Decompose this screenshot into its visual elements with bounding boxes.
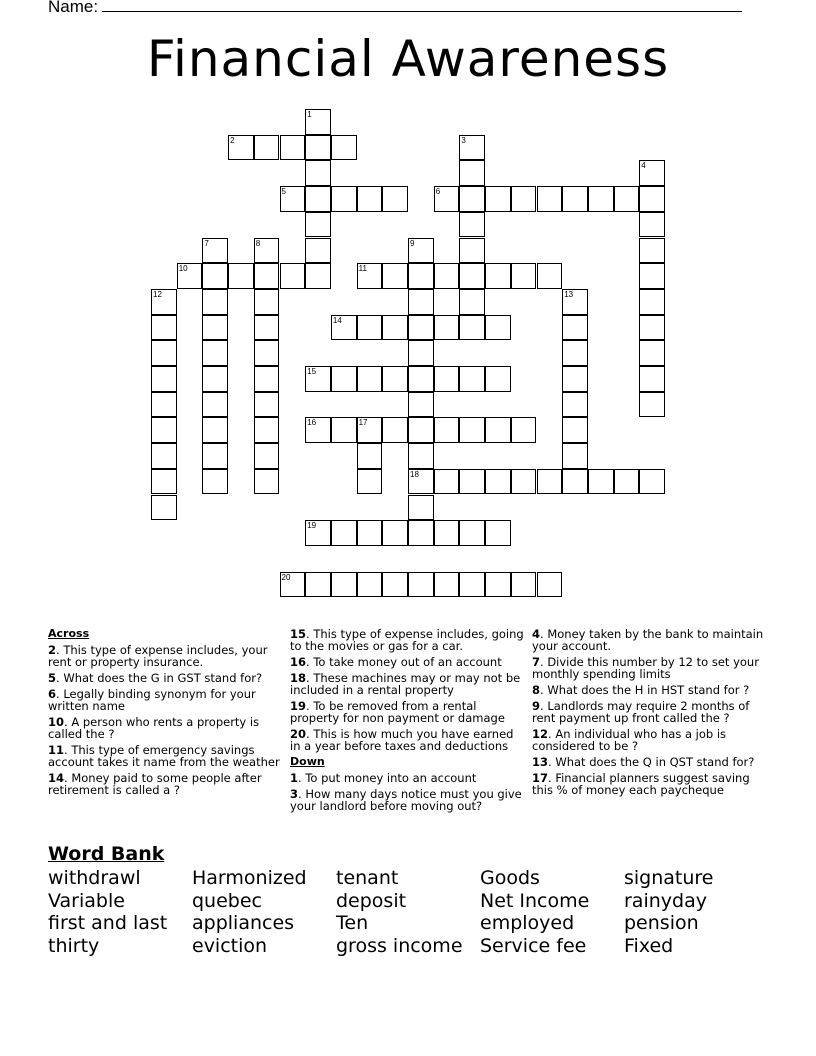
grid-cell[interactable] (639, 366, 665, 392)
grid-cell[interactable] (151, 315, 177, 341)
grid-cell[interactable] (357, 186, 383, 212)
clue-number: 9 (410, 238, 415, 248)
grid-cell[interactable] (331, 186, 357, 212)
grid-cell[interactable] (305, 109, 331, 135)
clue-item-number: 2 (48, 643, 57, 657)
clues-column-1 (48, 628, 284, 800)
grid-cell[interactable] (202, 315, 228, 341)
clue-number: 14 (332, 315, 342, 325)
grid-cell[interactable] (459, 469, 485, 495)
clue-item-text: Divide this number by 12 to set your monthly spending limits (532, 655, 759, 681)
grid-cell[interactable] (357, 572, 383, 598)
clue-item-number: 14 (48, 771, 65, 785)
grid-cell[interactable] (382, 520, 408, 546)
clue-item: 13. What does the Q in QST stand for? (532, 755, 755, 769)
grid-cell[interactable] (537, 572, 563, 598)
word-bank-word: rainyday (624, 889, 707, 912)
grid-cell[interactable] (562, 443, 588, 469)
grid-cell[interactable] (639, 289, 665, 315)
word-bank-title: Word Bank (48, 843, 165, 865)
grid-cell[interactable] (408, 289, 434, 315)
grid-cell[interactable] (562, 289, 588, 315)
clue-item-text: To take money out of an account (313, 655, 502, 669)
word-bank-word: eviction (192, 935, 268, 958)
grid-cell[interactable] (151, 366, 177, 392)
grid-cell[interactable] (562, 186, 588, 212)
clue-item-text: What does the H in HST stand for ? (547, 683, 750, 697)
grid-cell[interactable] (151, 469, 177, 495)
grid-cell[interactable] (331, 572, 357, 598)
grid-cell[interactable] (459, 160, 485, 186)
grid-cell[interactable] (511, 469, 537, 495)
grid-cell[interactable] (280, 572, 306, 598)
clue-number: 15 (307, 367, 317, 376)
clue-item: 17. Financial planners suggest saving this % of money each paycheque (532, 771, 750, 797)
clue-item-text: Financial planners suggest saving this % of money each paycheque (532, 771, 750, 797)
clue-item: 2. This type of expense includes, your rent or property insurance. (48, 643, 268, 669)
grid-cell[interactable] (202, 469, 228, 495)
word-bank-word: Harmonized (192, 867, 307, 889)
grid-cell[interactable] (459, 212, 485, 238)
grid-cell[interactable] (357, 315, 383, 341)
word-bank-word: employed (480, 912, 575, 935)
grid-cell[interactable] (254, 443, 280, 469)
grid-cell[interactable] (459, 238, 485, 264)
grid-cell[interactable] (305, 572, 331, 598)
clue-item-number: 18 (290, 671, 307, 685)
grid-cell[interactable] (151, 340, 177, 366)
clue-number: 3 (461, 135, 466, 145)
grid-cell[interactable] (177, 263, 203, 289)
grid-cell[interactable] (459, 520, 485, 546)
clue-heading: Down (290, 755, 325, 768)
grid-cell[interactable] (357, 520, 383, 546)
clue-item-text: Money paid to some people after retirement is called a ? (48, 771, 262, 797)
grid-cell[interactable] (485, 186, 511, 212)
clue-item-text: This type of emergency savings account takes it name from the weather (48, 743, 280, 769)
word-bank-word: first and last (48, 912, 168, 935)
grid-cell[interactable] (254, 469, 280, 495)
clue-item-text: What does the G in GST stand for? (63, 671, 263, 685)
clue-number: 4 (641, 161, 646, 171)
grid-cell[interactable] (151, 392, 177, 418)
grid-cell[interactable] (537, 263, 563, 289)
grid-cell[interactable] (408, 469, 434, 495)
grid-cell[interactable] (459, 366, 485, 392)
clue-item-number: 19 (290, 699, 307, 713)
grid-cell[interactable] (614, 186, 640, 212)
clue-number: 16 (307, 418, 317, 428)
grid-cell[interactable] (459, 315, 485, 341)
clue-item: 10. A person who rents a property is called the ? (48, 715, 260, 741)
word-bank-word: pension (624, 912, 699, 935)
grid-cell[interactable] (305, 366, 331, 392)
page-title: Financial Awareness (146, 30, 670, 88)
grid-cell[interactable] (485, 572, 511, 598)
clue-item-number: 16 (290, 655, 307, 669)
clue-item: 1. To put money into an account (290, 771, 477, 785)
grid-cell[interactable] (280, 135, 306, 161)
clue-number: 10 (178, 264, 188, 274)
word-bank-word: signature (624, 867, 714, 889)
grid-cell[interactable] (639, 469, 665, 495)
grid-cell[interactable] (485, 469, 511, 495)
grid-cell[interactable] (305, 238, 331, 264)
clue-item-number: 1 (290, 771, 299, 785)
grid-cell[interactable] (562, 469, 588, 495)
grid-cell[interactable] (588, 186, 614, 212)
grid-cell[interactable] (434, 186, 460, 212)
word-bank-word: tenant (336, 867, 399, 889)
word-bank-word: Service fee (480, 935, 587, 958)
grid-cell[interactable] (280, 263, 306, 289)
word-bank-word: quebec (192, 889, 262, 912)
word-bank-word: Fixed (624, 935, 674, 958)
clue-item-text: This type of expense includes, going to the movies or gas for a car. (290, 627, 524, 653)
clue-item-text: How many days notice must you give your landlord before moving out? (290, 787, 522, 813)
word-bank-word: deposit (336, 889, 407, 912)
clue-number: 6 (435, 187, 441, 197)
grid-cell[interactable] (459, 417, 485, 443)
grid-cell[interactable] (382, 417, 408, 443)
clue-item: 7. Divide this number by 12 to set your monthly spending limits (532, 655, 759, 681)
grid-cell[interactable] (485, 366, 511, 392)
grid-cell[interactable] (537, 469, 563, 495)
grid-cell[interactable] (485, 315, 511, 341)
word-bank-word: thirty (48, 935, 100, 958)
grid-cell[interactable] (459, 263, 485, 289)
grid-cell[interactable] (459, 289, 485, 315)
grid-cell[interactable] (305, 135, 331, 161)
grid-cell[interactable] (639, 315, 665, 341)
clue-item-text: These machines may or may not be included in a rental property (290, 671, 521, 697)
grid-cell[interactable] (485, 520, 511, 546)
clue-item-number: 5 (48, 671, 57, 685)
grid-cell[interactable] (254, 289, 280, 315)
clues-column-3 (532, 628, 768, 800)
grid-cell[interactable] (202, 443, 228, 469)
grid-cell[interactable] (357, 417, 383, 443)
grid-cell[interactable] (202, 417, 228, 443)
grid-cell[interactable] (408, 572, 434, 598)
word-bank-word: gross income (336, 935, 463, 958)
clue-item-number: 4 (532, 627, 541, 641)
clue-item-number: 3 (290, 787, 299, 801)
grid-cell[interactable] (305, 160, 331, 186)
grid-cell[interactable] (434, 366, 460, 392)
grid-cell[interactable] (331, 315, 357, 341)
clue-heading: Across (48, 627, 90, 640)
clue-item-number: 7 (532, 655, 541, 669)
grid-cell[interactable] (305, 212, 331, 238)
grid-cell[interactable] (511, 572, 537, 598)
grid-cell[interactable] (202, 366, 228, 392)
grid-cell[interactable] (434, 572, 460, 598)
grid-cell[interactable] (202, 392, 228, 418)
grid-cell[interactable] (511, 186, 537, 212)
grid-cell[interactable] (382, 366, 408, 392)
grid-cell[interactable] (459, 186, 485, 212)
clue-item-text: Legally binding synonym for your written name (48, 687, 256, 713)
clue-item: 9. Landlords may require 2 months of rent payment up front called the ? (532, 699, 750, 725)
grid-cell[interactable] (562, 392, 588, 418)
grid-cell[interactable] (511, 263, 537, 289)
clue-number: 8 (255, 238, 261, 248)
grid-cell[interactable] (485, 417, 511, 443)
clue-item-text: To be removed from a rental property for non payment or damage (290, 699, 505, 725)
grid-cell[interactable] (331, 366, 357, 392)
grid-cell[interactable] (357, 263, 383, 289)
grid-cell[interactable] (228, 135, 254, 161)
grid-cell[interactable] (382, 263, 408, 289)
grid-cell[interactable] (562, 366, 588, 392)
grid-cell[interactable] (254, 315, 280, 341)
word-bank-word: Variable (48, 889, 125, 912)
clue-number: 1 (307, 110, 312, 119)
clue-number: 19 (307, 521, 317, 531)
grid-cell[interactable] (434, 315, 460, 341)
grid-cell[interactable] (562, 315, 588, 341)
grid-cell[interactable] (357, 469, 383, 495)
grid-cell[interactable] (254, 340, 280, 366)
name-label: Name: (48, 0, 99, 16)
grid-cell[interactable] (202, 289, 228, 315)
grid-cell[interactable] (434, 417, 460, 443)
word-bank-word: Ten (336, 912, 369, 935)
clue-item-text: This is how much you have earned in a year before taxes and deductions (290, 727, 514, 753)
grid-cell[interactable] (639, 263, 665, 289)
grid-cell[interactable] (408, 366, 434, 392)
clue-item: 14. Money paid to some people after retirement is called a ? (48, 771, 262, 797)
grid-cell[interactable] (151, 495, 177, 521)
grid-cell[interactable] (202, 340, 228, 366)
clue-item-text: This type of expense includes, your rent or property insurance. (48, 643, 268, 669)
grid-cell[interactable] (434, 263, 460, 289)
grid-cell[interactable] (408, 315, 434, 341)
grid-cell[interactable] (408, 443, 434, 469)
grid-cell[interactable] (562, 417, 588, 443)
grid-cell[interactable] (639, 160, 665, 186)
grid-cell[interactable] (331, 520, 357, 546)
grid-cell[interactable] (459, 135, 485, 161)
clue-item-number: 10 (48, 715, 65, 729)
clue-item: 5. What does the G in GST stand for? (48, 671, 263, 685)
clue-number: 11 (358, 264, 367, 274)
grid-cell[interactable] (202, 263, 228, 289)
clue-item-number: 17 (532, 771, 549, 785)
grid-cell[interactable] (254, 417, 280, 443)
clue-item-text: What does the Q in QST stand for? (555, 755, 755, 769)
grid-cell[interactable] (639, 340, 665, 366)
grid-cell[interactable] (408, 263, 434, 289)
clue-item: 6. Legally binding synonym for your written name (48, 687, 256, 713)
clue-item: 19. To be removed from a rental property for non payment or damage (290, 699, 505, 725)
grid-cell[interactable] (254, 263, 280, 289)
grid-cell[interactable] (562, 340, 588, 366)
grid-cell[interactable] (408, 495, 434, 521)
clue-number: 20 (281, 572, 291, 582)
grid-cell[interactable] (382, 315, 408, 341)
grid-cell[interactable] (280, 186, 306, 212)
clue-item: 12. An individual who has a job is considered to be ? (532, 727, 727, 753)
clue-item-text: Money taken by the bank to maintain your account. (532, 627, 764, 653)
grid-cell[interactable] (639, 212, 665, 238)
grid-cell[interactable] (408, 520, 434, 546)
word-bank-word: appliances (192, 912, 295, 935)
grid-cell[interactable] (254, 366, 280, 392)
grid-cell[interactable] (305, 263, 331, 289)
grid-cell[interactable] (254, 238, 280, 264)
grid-cell[interactable] (639, 186, 665, 212)
grid-cell[interactable] (588, 469, 614, 495)
grid-cell[interactable] (151, 289, 177, 315)
clue-item: 3. How many days notice must you give your landlord before moving out? (290, 787, 522, 813)
grid-cell[interactable] (408, 417, 434, 443)
grid-cell[interactable] (254, 392, 280, 418)
clue-number: 18 (410, 469, 419, 479)
grid-cell[interactable] (639, 392, 665, 418)
grid-cell[interactable] (305, 186, 331, 212)
grid-cell[interactable] (331, 417, 357, 443)
clue-number: 5 (281, 187, 286, 197)
word-bank-word: Goods (480, 867, 540, 889)
clue-item-number: 9 (532, 699, 541, 713)
clue-item: 11. This type of emergency savings account takes it name from the weather (48, 743, 280, 769)
clue-item-number: 8 (532, 683, 541, 697)
grid-cell[interactable] (459, 572, 485, 598)
grid-cell[interactable] (202, 238, 228, 264)
clue-item-number: 6 (48, 687, 57, 701)
clue-item: 4. Money taken by the bank to maintain your account. (532, 627, 764, 653)
clue-item-text: An individual who has a job is considered to be ? (532, 727, 727, 753)
clue-item: 8. What does the H in HST stand for ? (532, 683, 750, 697)
grid-cell[interactable] (151, 417, 177, 443)
grid-cell[interactable] (357, 366, 383, 392)
grid-cell[interactable] (357, 443, 383, 469)
clue-number: 17 (358, 418, 368, 428)
clue-item: 18. These machines may or may not be included in a rental property (290, 671, 521, 697)
clues-column-2 (290, 628, 526, 816)
word-bank-word: Net Income (480, 889, 590, 912)
clue-number: 7 (204, 238, 209, 248)
clue-item-text: Landlords may require 2 months of rent payment up front called the ? (532, 699, 750, 725)
grid-cell[interactable] (305, 417, 331, 443)
clue-item-number: 20 (290, 727, 307, 741)
grid-cell[interactable] (485, 263, 511, 289)
grid-cell[interactable] (382, 572, 408, 598)
word-bank-word: withdrawl (48, 867, 141, 889)
grid-cell[interactable] (434, 520, 460, 546)
grid-cell[interactable] (331, 135, 357, 161)
clue-item-number: 11 (48, 743, 65, 757)
grid-cell[interactable] (614, 469, 640, 495)
grid-cell[interactable] (305, 520, 331, 546)
grid-cell[interactable] (228, 263, 254, 289)
grid-cell[interactable] (537, 186, 563, 212)
grid-cell[interactable] (151, 443, 177, 469)
clue-item-number: 13 (532, 755, 549, 769)
clue-item: 16. To take money out of an account (290, 655, 502, 669)
grid-cell[interactable] (408, 238, 434, 264)
grid-cell[interactable] (382, 186, 408, 212)
clue-number: 2 (230, 135, 235, 145)
clue-item-number: 15 (290, 627, 307, 641)
grid-cell[interactable] (408, 340, 434, 366)
clue-number: 12 (153, 289, 162, 299)
clue-item: 20. This is how much you have earned in a year before taxes and deductions (290, 727, 514, 753)
clue-number: 13 (564, 289, 574, 299)
clue-item-text: To put money into an account (305, 771, 477, 785)
clue-item: 15. This type of expense includes, going to the movies or gas for a car. (290, 627, 524, 653)
grid-cell[interactable] (511, 417, 537, 443)
grid-cell[interactable] (434, 469, 460, 495)
clue-item-text: A person who rents a property is called the ? (48, 715, 260, 741)
grid-cell[interactable] (254, 135, 280, 161)
clue-item-number: 12 (532, 727, 549, 741)
grid-cell[interactable] (639, 238, 665, 264)
grid-cell[interactable] (408, 392, 434, 418)
